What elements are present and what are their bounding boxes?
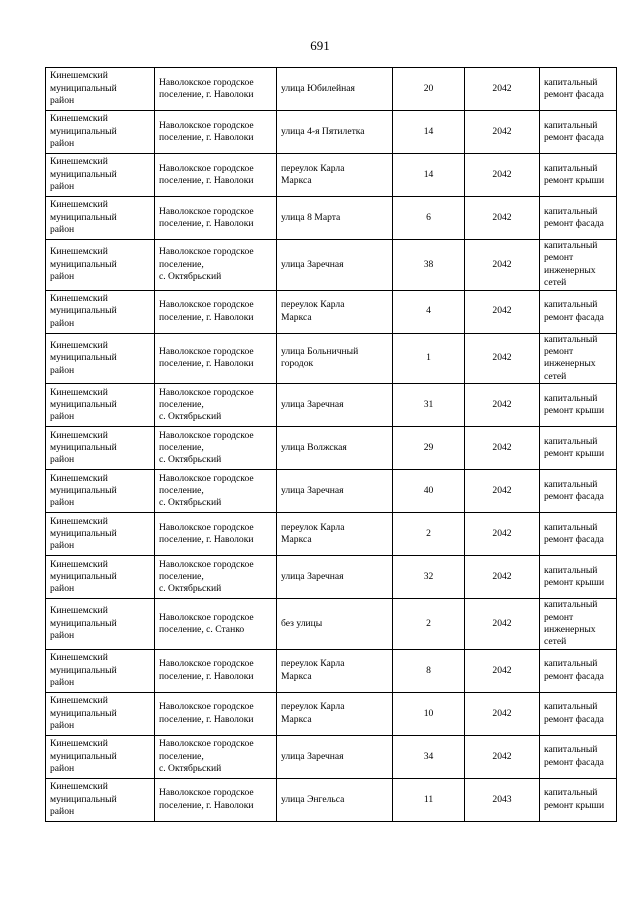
work-type-cell: капитальный ремонт фасада (540, 470, 617, 513)
year-cell: 2042 (465, 111, 540, 154)
year-cell: 2042 (465, 154, 540, 197)
street-cell: улица Энгельса (277, 778, 393, 821)
house-number-cell: 10 (393, 692, 465, 735)
house-number-cell: 38 (393, 240, 465, 291)
year-cell: 2042 (465, 240, 540, 291)
table-row (46, 735, 617, 778)
work-type-cell: капитальный ремонт инженерных сетей (540, 333, 617, 384)
work-type-cell: капитальный ремонт инженерных сетей (540, 240, 617, 291)
house-number-cell: 2 (393, 513, 465, 556)
house-number-cell: 14 (393, 111, 465, 154)
house-number-cell: 8 (393, 649, 465, 692)
table-row (46, 111, 617, 154)
street-cell: без улицы (277, 599, 393, 650)
table-row (46, 599, 617, 650)
district-cell: Кинешемский муниципальный район (46, 556, 155, 599)
work-type-cell: капитальный ремонт фасада (540, 735, 617, 778)
house-number-cell: 34 (393, 735, 465, 778)
work-type-cell: капитальный ремонт крыши (540, 556, 617, 599)
settlement-cell: Наволокское городское поселение, с. Станко (155, 599, 277, 650)
year-cell: 2042 (465, 333, 540, 384)
street-cell: улица Юбилейная (277, 68, 393, 111)
district-cell: Кинешемский муниципальный район (46, 599, 155, 650)
table-row (46, 290, 617, 333)
settlement-cell: Наволокское городское поселение, г. Наволоки (155, 111, 277, 154)
year-cell: 2042 (465, 735, 540, 778)
settlement-cell: Наволокское городское поселение, с. Октябрьский (155, 556, 277, 599)
table-row (46, 649, 617, 692)
year-cell: 2042 (465, 470, 540, 513)
street-cell: улица Заречная (277, 384, 393, 427)
table-row (46, 692, 617, 735)
settlement-cell: Наволокское городское поселение, с. Октябрьский (155, 735, 277, 778)
year-cell: 2042 (465, 649, 540, 692)
work-type-cell: капитальный ремонт фасада (540, 111, 617, 154)
street-cell: улица Волжская (277, 427, 393, 470)
settlement-cell: Наволокское городское поселение, г. Наволоки (155, 333, 277, 384)
house-number-cell: 6 (393, 197, 465, 240)
street-cell: улица Больничный городок (277, 333, 393, 384)
register-table (45, 67, 617, 822)
district-cell: Кинешемский муниципальный район (46, 427, 155, 470)
street-cell: переулок Карла Маркса (277, 154, 393, 197)
table-row (46, 556, 617, 599)
district-cell: Кинешемский муниципальный район (46, 513, 155, 556)
work-type-cell: капитальный ремонт крыши (540, 384, 617, 427)
table-row (46, 470, 617, 513)
street-cell: улица 4-я Пятилетка (277, 111, 393, 154)
district-cell: Кинешемский муниципальный район (46, 154, 155, 197)
district-cell: Кинешемский муниципальный район (46, 778, 155, 821)
table-row (46, 333, 617, 384)
street-cell: улица Заречная (277, 556, 393, 599)
settlement-cell: Наволокское городское поселение, г. Наволоки (155, 197, 277, 240)
house-number-cell: 11 (393, 778, 465, 821)
year-cell: 2042 (465, 290, 540, 333)
table-row (46, 384, 617, 427)
house-number-cell: 29 (393, 427, 465, 470)
settlement-cell: Наволокское городское поселение, с. Октябрьский (155, 470, 277, 513)
page-number: 691 (310, 38, 330, 53)
work-type-cell: капитальный ремонт крыши (540, 778, 617, 821)
table-row (46, 513, 617, 556)
settlement-cell: Наволокское городское поселение, г. Наволоки (155, 68, 277, 111)
work-type-cell: капитальный ремонт инженерных сетей (540, 599, 617, 650)
table-row (46, 240, 617, 291)
settlement-cell: Наволокское городское поселение, г. Наволоки (155, 692, 277, 735)
district-cell: Кинешемский муниципальный район (46, 649, 155, 692)
table-row (46, 68, 617, 111)
district-cell: Кинешемский муниципальный район (46, 240, 155, 291)
street-cell: улица 8 Марта (277, 197, 393, 240)
work-type-cell: капитальный ремонт фасада (540, 692, 617, 735)
work-type-cell: капитальный ремонт фасада (540, 290, 617, 333)
street-cell: улица Заречная (277, 470, 393, 513)
street-cell: переулок Карла Маркса (277, 649, 393, 692)
district-cell: Кинешемский муниципальный район (46, 111, 155, 154)
table-row (46, 197, 617, 240)
district-cell: Кинешемский муниципальный район (46, 68, 155, 111)
house-number-cell: 40 (393, 470, 465, 513)
work-type-cell: капитальный ремонт фасада (540, 649, 617, 692)
street-cell: переулок Карла Маркса (277, 290, 393, 333)
settlement-cell: Наволокское городское поселение, с. Октябрьский (155, 384, 277, 427)
settlement-cell: Наволокское городское поселение, с. Октябрьский (155, 240, 277, 291)
house-number-cell: 2 (393, 599, 465, 650)
house-number-cell: 4 (393, 290, 465, 333)
settlement-cell: Наволокское городское поселение, г. Наволоки (155, 778, 277, 821)
settlement-cell: Наволокское городское поселение, г. Наволоки (155, 154, 277, 197)
district-cell: Кинешемский муниципальный район (46, 333, 155, 384)
year-cell: 2042 (465, 197, 540, 240)
street-cell: улица Заречная (277, 240, 393, 291)
settlement-cell: Наволокское городское поселение, г. Наволоки (155, 290, 277, 333)
settlement-cell: Наволокское городское поселение, г. Наволоки (155, 513, 277, 556)
work-type-cell: капитальный ремонт фасада (540, 68, 617, 111)
district-cell: Кинешемский муниципальный район (46, 470, 155, 513)
year-cell: 2042 (465, 513, 540, 556)
district-cell: Кинешемский муниципальный район (46, 384, 155, 427)
house-number-cell: 31 (393, 384, 465, 427)
year-cell: 2042 (465, 427, 540, 470)
district-cell: Кинешемский муниципальный район (46, 197, 155, 240)
street-cell: переулок Карла Маркса (277, 513, 393, 556)
district-cell: Кинешемский муниципальный район (46, 735, 155, 778)
year-cell: 2042 (465, 599, 540, 650)
settlement-cell: Наволокское городское поселение, с. Октябрьский (155, 427, 277, 470)
house-number-cell: 1 (393, 333, 465, 384)
year-cell: 2042 (465, 68, 540, 111)
work-type-cell: капитальный ремонт крыши (540, 427, 617, 470)
street-cell: улица Заречная (277, 735, 393, 778)
table-row (46, 778, 617, 821)
district-cell: Кинешемский муниципальный район (46, 290, 155, 333)
year-cell: 2042 (465, 556, 540, 599)
table-row (46, 427, 617, 470)
work-type-cell: капитальный ремонт фасада (540, 513, 617, 556)
register-table-body (46, 68, 617, 822)
house-number-cell: 14 (393, 154, 465, 197)
year-cell: 2043 (465, 778, 540, 821)
district-cell: Кинешемский муниципальный район (46, 692, 155, 735)
work-type-cell: капитальный ремонт крыши (540, 154, 617, 197)
settlement-cell: Наволокское городское поселение, г. Наволоки (155, 649, 277, 692)
table-row (46, 154, 617, 197)
house-number-cell: 32 (393, 556, 465, 599)
work-type-cell: капитальный ремонт фасада (540, 197, 617, 240)
year-cell: 2042 (465, 692, 540, 735)
year-cell: 2042 (465, 384, 540, 427)
street-cell: переулок Карла Маркса (277, 692, 393, 735)
house-number-cell: 20 (393, 68, 465, 111)
